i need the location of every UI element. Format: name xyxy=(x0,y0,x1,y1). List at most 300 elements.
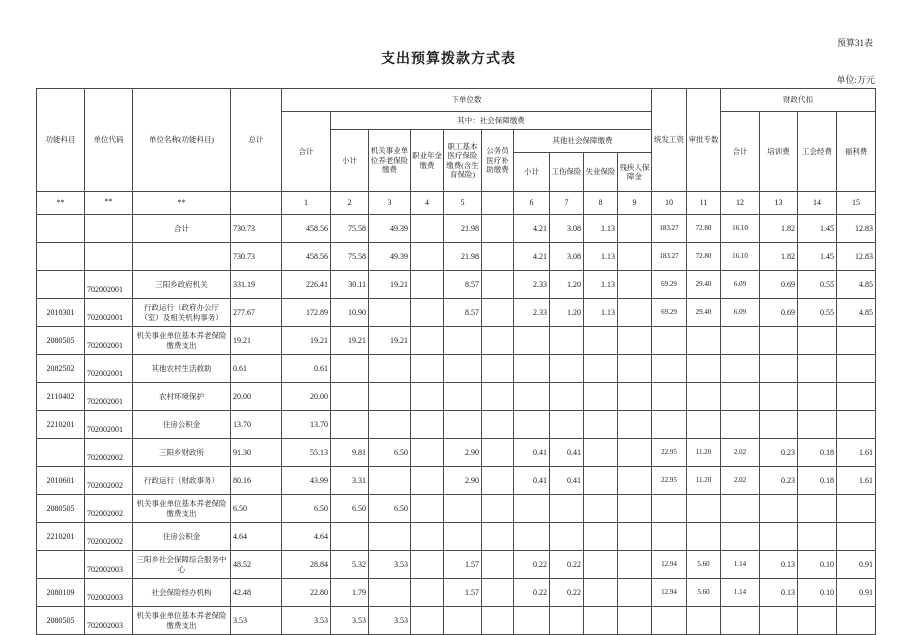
cell-union-fee xyxy=(798,411,837,439)
cell-unified-wages xyxy=(652,411,687,439)
cell-grand-total: 226.41 xyxy=(282,271,331,299)
cell-union-fee xyxy=(798,327,837,355)
table-row xyxy=(37,523,876,551)
cell-unemployment xyxy=(584,523,618,551)
table-row xyxy=(37,551,876,579)
col-header-training-fee: 培训费 xyxy=(760,112,798,192)
cell-withhold-total: 6.09 xyxy=(721,299,760,327)
cell-unemployment xyxy=(584,607,618,635)
cell-approved-special: 11.20 xyxy=(687,439,721,467)
cell-medical xyxy=(444,355,482,383)
cell-injury: 1.20 xyxy=(550,299,584,327)
cell-grand-total: 4.64 xyxy=(282,523,331,551)
cell-total: 0.61 xyxy=(231,355,282,383)
cell-annuity xyxy=(411,215,444,243)
cell-welfare-fee: 15 xyxy=(837,192,876,215)
cell-pension xyxy=(369,355,411,383)
cell-unit-name: 住房公积金 xyxy=(133,523,231,551)
col-header-ss-subtotal: 小计 xyxy=(331,130,369,192)
cell-unemployment xyxy=(584,495,618,523)
col-header-disability-fund: 残疾人保障金 xyxy=(618,153,652,192)
cell-training-fee xyxy=(760,523,798,551)
cell-union-fee: 0.18 xyxy=(798,467,837,495)
cell-disability xyxy=(618,495,652,523)
cell-civil-medical xyxy=(482,243,514,271)
cell-withhold-total: 2.02 xyxy=(721,467,760,495)
cell-withhold-total xyxy=(721,523,760,551)
cell-unemployment xyxy=(584,383,618,411)
table-row xyxy=(37,495,876,523)
cell-unit-name: 机关事业单位基本养老保险缴费支出 xyxy=(133,327,231,355)
cell-unit-name: 农村环境保护 xyxy=(133,383,231,411)
cell-func-subject xyxy=(37,243,85,271)
cell-pension: 3.53 xyxy=(369,551,411,579)
cell-injury xyxy=(550,383,584,411)
cell-welfare-fee: 1.61 xyxy=(837,439,876,467)
cell-annuity xyxy=(411,579,444,607)
cell-civil-medical xyxy=(482,495,514,523)
cell-unit-code: 702002001 xyxy=(85,383,133,411)
cell-other-subtotal xyxy=(514,327,550,355)
cell-annuity xyxy=(411,327,444,355)
cell-unit-name: 其他农村生活救助 xyxy=(133,355,231,383)
cell-training-fee: 0.23 xyxy=(760,439,798,467)
cell-func-subject xyxy=(37,439,85,467)
table-row xyxy=(37,383,876,411)
cell-disability xyxy=(618,551,652,579)
cell-unit-code xyxy=(85,243,133,271)
cell-pension: 6.50 xyxy=(369,439,411,467)
cell-annuity xyxy=(411,523,444,551)
cell-union-fee: 1.45 xyxy=(798,243,837,271)
cell-grand-total: 3.53 xyxy=(282,607,331,635)
cell-pension xyxy=(369,467,411,495)
cell-other-subtotal: 2.33 xyxy=(514,299,550,327)
cell-unit-code xyxy=(85,215,133,243)
cell-unified-wages: 69.29 xyxy=(652,271,687,299)
cell-withhold-total: 16.10 xyxy=(721,215,760,243)
cell-total: 730.73 xyxy=(231,243,282,271)
cell-annuity xyxy=(411,495,444,523)
cell-pension: 49.39 xyxy=(369,215,411,243)
cell-welfare-fee: 4.85 xyxy=(837,271,876,299)
cell-ss-subtotal xyxy=(331,383,369,411)
cell-total: 80.16 xyxy=(231,467,282,495)
cell-grand-total: 0.61 xyxy=(282,355,331,383)
cell-other-subtotal xyxy=(514,383,550,411)
cell-disability xyxy=(618,243,652,271)
col-header-annuity: 职业年金缴费 xyxy=(411,130,444,192)
cell-grand-total: 13.70 xyxy=(282,411,331,439)
cell-welfare-fee xyxy=(837,355,876,383)
cell-unified-wages: 183.27 xyxy=(652,243,687,271)
cell-training-fee xyxy=(760,327,798,355)
cell-ss-subtotal: 2 xyxy=(331,192,369,215)
cell-func-subject xyxy=(37,271,85,299)
col-header-unemployment-insurance: 失业保险 xyxy=(584,153,618,192)
cell-ss-subtotal: 75.58 xyxy=(331,215,369,243)
cell-civil-medical xyxy=(482,411,514,439)
cell-func-subject: 2010301 xyxy=(37,299,85,327)
cell-union-fee: 0.10 xyxy=(798,551,837,579)
cell-unit-code: 702002003 xyxy=(85,579,133,607)
col-header-medical: 职工基本医疗保险缴费(含生育保险) xyxy=(444,130,482,192)
cell-injury: 0.22 xyxy=(550,579,584,607)
cell-annuity xyxy=(411,383,444,411)
col-header-unit-code: 单位代码 xyxy=(85,89,133,192)
cell-approved-special xyxy=(687,327,721,355)
cell-withhold-total xyxy=(721,607,760,635)
cell-civil-medical xyxy=(482,439,514,467)
cell-other-subtotal: 4.21 xyxy=(514,243,550,271)
cell-func-subject: 2080505 xyxy=(37,607,85,635)
cell-injury: 0.41 xyxy=(550,439,584,467)
cell-withhold-total: 2.02 xyxy=(721,439,760,467)
cell-civil-medical xyxy=(482,383,514,411)
cell-disability xyxy=(618,439,652,467)
cell-union-fee xyxy=(798,355,837,383)
cell-medical xyxy=(444,383,482,411)
cell-unemployment: 1.13 xyxy=(584,215,618,243)
cell-ss-subtotal: 30.11 xyxy=(331,271,369,299)
cell-union-fee xyxy=(798,383,837,411)
page-title: 支出预算拨款方式表 xyxy=(381,52,516,67)
cell-withhold-total: 6.09 xyxy=(721,271,760,299)
cell-medical: 5 xyxy=(444,192,482,215)
cell-disability xyxy=(618,327,652,355)
cell-unit-code: 702002002 xyxy=(85,495,133,523)
cell-approved-special: 5.60 xyxy=(687,551,721,579)
cell-withhold-total xyxy=(721,383,760,411)
cell-approved-special: 72.80 xyxy=(687,243,721,271)
cell-injury: 3.08 xyxy=(550,215,584,243)
cell-unit-name: 三阳乡社会保障综合服务中心 xyxy=(133,551,231,579)
cell-total: 19.21 xyxy=(231,327,282,355)
cell-annuity xyxy=(411,607,444,635)
cell-pension xyxy=(369,523,411,551)
cell-injury xyxy=(550,607,584,635)
cell-medical xyxy=(444,495,482,523)
cell-medical: 8.57 xyxy=(444,271,482,299)
cell-ss-subtotal xyxy=(331,411,369,439)
group-header-sub-units: 下单位数 xyxy=(282,89,652,112)
cell-ss-subtotal: 10.90 xyxy=(331,299,369,327)
cell-disability xyxy=(618,271,652,299)
cell-medical: 8.57 xyxy=(444,299,482,327)
cell-approved-special xyxy=(687,411,721,439)
cell-grand-total: 43.99 xyxy=(282,467,331,495)
cell-total: 730.73 xyxy=(231,215,282,243)
cell-unit-name: 行政运行（财政事务） xyxy=(133,467,231,495)
cell-disability xyxy=(618,607,652,635)
cell-grand-total: 458.56 xyxy=(282,243,331,271)
cell-injury xyxy=(550,523,584,551)
cell-disability xyxy=(618,523,652,551)
cell-withhold-total xyxy=(721,355,760,383)
cell-withhold-total xyxy=(721,411,760,439)
cell-unit-code: 702002001 xyxy=(85,327,133,355)
cell-unified-wages: 22.95 xyxy=(652,439,687,467)
cell-training-fee xyxy=(760,607,798,635)
cell-unit-code: 702002001 xyxy=(85,355,133,383)
cell-union-fee: 0.55 xyxy=(798,271,837,299)
cell-approved-special xyxy=(687,607,721,635)
cell-civil-medical xyxy=(482,523,514,551)
cell-welfare-fee: 4.85 xyxy=(837,299,876,327)
cell-other-subtotal xyxy=(514,607,550,635)
cell-civil-medical xyxy=(482,579,514,607)
cell-unit-code: 702002002 xyxy=(85,439,133,467)
cell-civil-medical xyxy=(482,467,514,495)
cell-training-fee: 13 xyxy=(760,192,798,215)
cell-other-subtotal: 0.41 xyxy=(514,467,550,495)
cell-func-subject: 2110402 xyxy=(37,383,85,411)
col-header-injury-insurance: 工伤保险 xyxy=(550,153,584,192)
cell-annuity xyxy=(411,439,444,467)
cell-unified-wages xyxy=(652,327,687,355)
cell-approved-special: 29.40 xyxy=(687,299,721,327)
cell-func-subject: ** xyxy=(37,192,85,215)
col-header-other-subtotal: 小计 xyxy=(514,153,550,192)
cell-welfare-fee xyxy=(837,523,876,551)
cell-withhold-total: 1.14 xyxy=(721,579,760,607)
cell-total: 277.67 xyxy=(231,299,282,327)
cell-disability xyxy=(618,299,652,327)
cell-annuity xyxy=(411,271,444,299)
cell-annuity xyxy=(411,243,444,271)
col-header-pension: 机关事业单位养老保险缴费 xyxy=(369,130,411,192)
cell-ss-subtotal: 6.50 xyxy=(331,495,369,523)
cell-unified-wages: 22.95 xyxy=(652,467,687,495)
cell-civil-medical xyxy=(482,327,514,355)
group-header-other-social: 其他社会保障缴费 xyxy=(514,130,652,153)
cell-union-fee: 0.55 xyxy=(798,299,837,327)
cell-civil-medical xyxy=(482,215,514,243)
cell-injury xyxy=(550,495,584,523)
cell-unit-code: 702002003 xyxy=(85,607,133,635)
cell-medical xyxy=(444,523,482,551)
cell-civil-medical xyxy=(482,551,514,579)
cell-annuity xyxy=(411,299,444,327)
cell-ss-subtotal xyxy=(331,523,369,551)
cell-grand-total: 19.21 xyxy=(282,327,331,355)
cell-unemployment xyxy=(584,439,618,467)
cell-injury xyxy=(550,411,584,439)
cell-disability: 9 xyxy=(618,192,652,215)
cell-unit-code: 702002003 xyxy=(85,551,133,579)
cell-injury xyxy=(550,355,584,383)
cell-pension: 6.50 xyxy=(369,495,411,523)
cell-unemployment xyxy=(584,411,618,439)
cell-training-fee: 1.82 xyxy=(760,243,798,271)
cell-annuity: 4 xyxy=(411,192,444,215)
cell-disability xyxy=(618,215,652,243)
cell-unit-code: 702002001 xyxy=(85,411,133,439)
cell-other-subtotal: 0.22 xyxy=(514,551,550,579)
cell-training-fee: 1.82 xyxy=(760,215,798,243)
cell-unit-name: 住房公积金 xyxy=(133,411,231,439)
index-row xyxy=(37,192,876,215)
cell-pension: 3.53 xyxy=(369,607,411,635)
cell-total xyxy=(231,192,282,215)
budget-table xyxy=(36,88,876,635)
cell-func-subject: 2080505 xyxy=(37,495,85,523)
cell-welfare-fee: 0.91 xyxy=(837,551,876,579)
cell-approved-special: 72.80 xyxy=(687,215,721,243)
col-header-welfare-fee: 福利费 xyxy=(837,112,876,192)
cell-ss-subtotal: 75.58 xyxy=(331,243,369,271)
cell-annuity xyxy=(411,551,444,579)
cell-other-subtotal xyxy=(514,355,550,383)
cell-withhold-total xyxy=(721,495,760,523)
cell-grand-total: 55.13 xyxy=(282,439,331,467)
cell-welfare-fee: 1.61 xyxy=(837,467,876,495)
cell-unified-wages xyxy=(652,607,687,635)
col-header-func-subject: 功能科目 xyxy=(37,89,85,192)
cell-ss-subtotal: 19.21 xyxy=(331,327,369,355)
cell-approved-special xyxy=(687,523,721,551)
cell-injury: 0.22 xyxy=(550,551,584,579)
cell-civil-medical xyxy=(482,355,514,383)
cell-annuity xyxy=(411,467,444,495)
cell-unit-code: 702002001 xyxy=(85,299,133,327)
cell-medical: 21.98 xyxy=(444,243,482,271)
cell-injury xyxy=(550,327,584,355)
cell-civil-medical xyxy=(482,271,514,299)
cell-pension: 19.21 xyxy=(369,327,411,355)
cell-ss-subtotal: 1.79 xyxy=(331,579,369,607)
cell-unemployment: 1.13 xyxy=(584,271,618,299)
cell-disability xyxy=(618,579,652,607)
cell-unemployment xyxy=(584,551,618,579)
col-header-grand-total: 合计 xyxy=(282,112,331,192)
cell-withhold-total: 12 xyxy=(721,192,760,215)
cell-training-fee xyxy=(760,411,798,439)
table-row xyxy=(37,579,876,607)
cell-unemployment xyxy=(584,467,618,495)
cell-unit-code: 702002002 xyxy=(85,523,133,551)
cell-unit-name: ** xyxy=(133,192,231,215)
table-row xyxy=(37,439,876,467)
cell-func-subject xyxy=(37,551,85,579)
cell-total: 91.30 xyxy=(231,439,282,467)
cell-func-subject: 2210201 xyxy=(37,523,85,551)
table-body xyxy=(37,192,876,635)
cell-approved-special xyxy=(687,383,721,411)
cell-training-fee xyxy=(760,383,798,411)
cell-grand-total: 22.80 xyxy=(282,579,331,607)
col-header-withholding-total: 合计 xyxy=(721,112,760,192)
cell-other-subtotal xyxy=(514,411,550,439)
cell-pension xyxy=(369,383,411,411)
cell-medical: 2.90 xyxy=(444,467,482,495)
cell-total: 42.48 xyxy=(231,579,282,607)
cell-unified-wages: 10 xyxy=(652,192,687,215)
cell-func-subject xyxy=(37,215,85,243)
table-row xyxy=(37,327,876,355)
cell-total: 3.53 xyxy=(231,607,282,635)
cell-pension xyxy=(369,411,411,439)
cell-unemployment xyxy=(584,355,618,383)
cell-unit-name: 机关事业单位基本养老保险缴费支出 xyxy=(133,495,231,523)
table-row xyxy=(37,411,876,439)
cell-union-fee: 14 xyxy=(798,192,837,215)
cell-welfare-fee xyxy=(837,327,876,355)
cell-pension: 3 xyxy=(369,192,411,215)
cell-other-subtotal: 4.21 xyxy=(514,215,550,243)
cell-medical xyxy=(444,607,482,635)
cell-medical: 1.57 xyxy=(444,551,482,579)
cell-withhold-total: 16.10 xyxy=(721,243,760,271)
cell-disability xyxy=(618,467,652,495)
col-header-unit-name: 单位名称(功能科目) xyxy=(133,89,231,192)
cell-total: 13.70 xyxy=(231,411,282,439)
cell-welfare-fee: 0.91 xyxy=(837,579,876,607)
cell-ss-subtotal xyxy=(331,355,369,383)
cell-civil-medical xyxy=(482,299,514,327)
cell-training-fee: 0.13 xyxy=(760,551,798,579)
cell-func-subject: 2082502 xyxy=(37,355,85,383)
cell-medical: 21.98 xyxy=(444,215,482,243)
cell-unified-wages: 12.94 xyxy=(652,579,687,607)
group-header-withholding: 财政代扣 xyxy=(721,89,876,112)
cell-welfare-fee xyxy=(837,383,876,411)
cell-unemployment xyxy=(584,579,618,607)
cell-unified-wages xyxy=(652,355,687,383)
table-row xyxy=(37,243,876,271)
cell-total: 331.19 xyxy=(231,271,282,299)
col-header-union-fee: 工会经费 xyxy=(798,112,837,192)
cell-unified-wages: 69.29 xyxy=(652,299,687,327)
cell-union-fee xyxy=(798,523,837,551)
cell-unified-wages: 183.27 xyxy=(652,215,687,243)
col-header-approved-special: 审批专数 xyxy=(687,89,721,192)
cell-training-fee xyxy=(760,355,798,383)
table-row xyxy=(37,271,876,299)
cell-grand-total: 1 xyxy=(282,192,331,215)
cell-injury: 0.41 xyxy=(550,467,584,495)
cell-welfare-fee: 12.83 xyxy=(837,243,876,271)
cell-training-fee: 0.23 xyxy=(760,467,798,495)
cell-ss-subtotal: 3.31 xyxy=(331,467,369,495)
cell-union-fee xyxy=(798,607,837,635)
cell-approved-special xyxy=(687,355,721,383)
col-header-total: 总计 xyxy=(231,89,282,192)
header-row-1 xyxy=(37,89,876,112)
cell-injury: 7 xyxy=(550,192,584,215)
cell-approved-special: 5.60 xyxy=(687,579,721,607)
unit-label: 单位:万元 xyxy=(836,75,875,85)
table-row xyxy=(37,607,876,635)
cell-other-subtotal: 0.41 xyxy=(514,439,550,467)
table-row xyxy=(37,467,876,495)
cell-unemployment: 8 xyxy=(584,192,618,215)
cell-total: 20.00 xyxy=(231,383,282,411)
cell-training-fee: 0.69 xyxy=(760,271,798,299)
cell-ss-subtotal: 3.53 xyxy=(331,607,369,635)
cell-func-subject: 2210201 xyxy=(37,411,85,439)
cell-unit-name: 三阳乡财政所 xyxy=(133,439,231,467)
cell-annuity xyxy=(411,411,444,439)
cell-other-subtotal: 6 xyxy=(514,192,550,215)
cell-pension xyxy=(369,299,411,327)
cell-welfare-fee: 12.83 xyxy=(837,215,876,243)
cell-unemployment: 1.13 xyxy=(584,299,618,327)
cell-disability xyxy=(618,355,652,383)
cell-total: 48.52 xyxy=(231,551,282,579)
cell-unified-wages xyxy=(652,495,687,523)
cell-ss-subtotal: 5.32 xyxy=(331,551,369,579)
